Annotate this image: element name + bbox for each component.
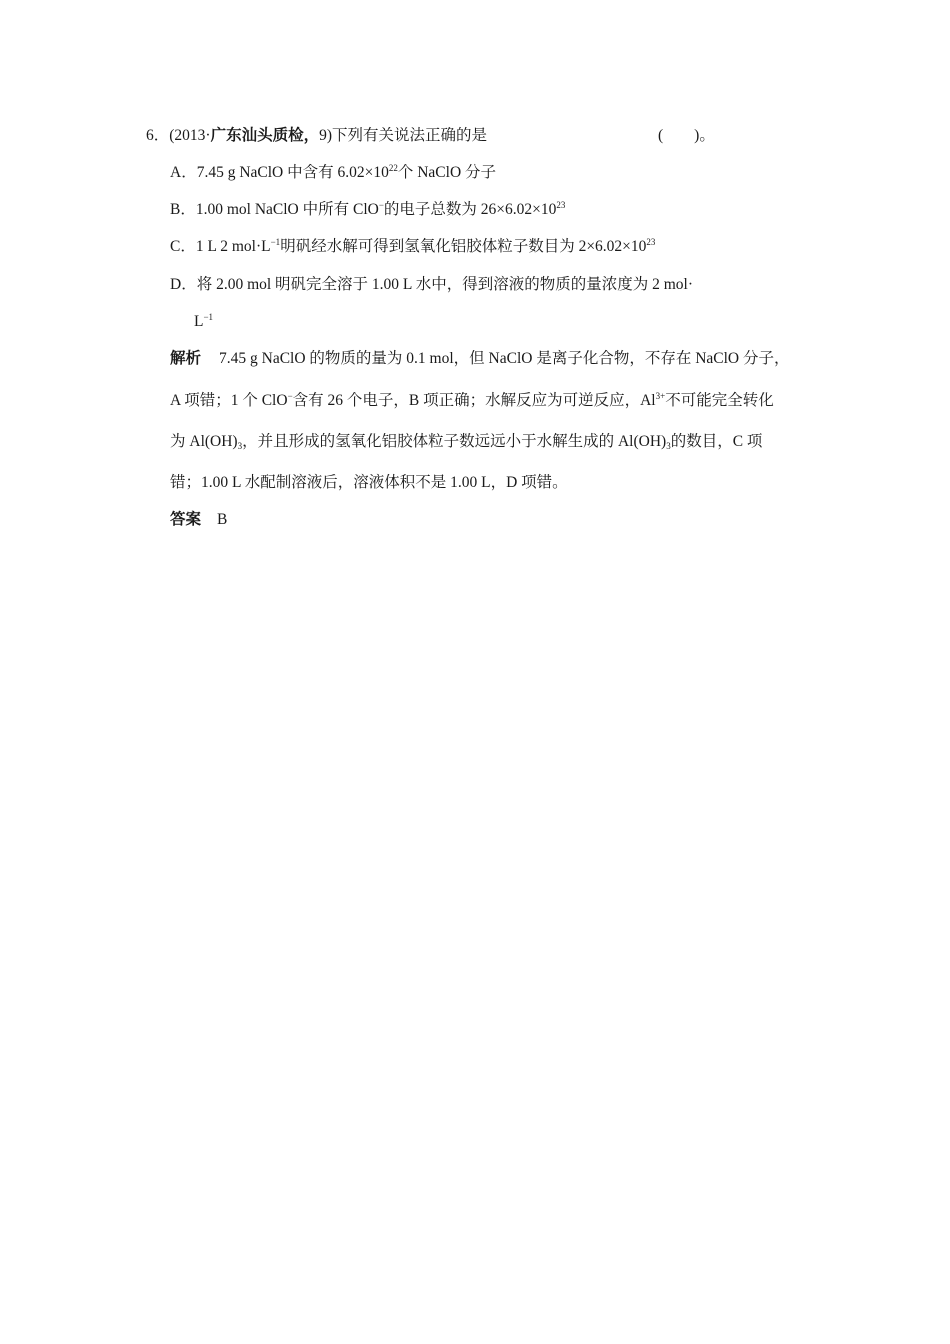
analysis-line-1: [170, 349, 790, 369]
option-b-middle: 的电子总数为 26×6.02×10: [383, 201, 557, 218]
option-d-line1: D．将 2.00 mol 明矾完全溶于 1.00 L 水中，得到溶液的物质的量浓度为 2 mol·: [170, 276, 693, 293]
analysis-text-3b: ，并且形成的氢氧化铝胶体粒子数远远小于水解生成的 Al(OH): [242, 433, 667, 450]
option-d-unit-exponent: −1: [203, 312, 214, 322]
analysis-label: 解析: [170, 350, 202, 367]
option-d-unit: L: [194, 313, 204, 330]
question-source-open: (2013·: [169, 127, 211, 144]
question-text: 下列有关说法正确的是: [332, 127, 488, 144]
answer-line: [170, 510, 227, 530]
question-stem: [146, 126, 487, 146]
option-c-middle: 明矾经水解可得到氢氧化铝胶体粒子数目为 2×6.02×10: [280, 238, 647, 255]
answer-value: B: [217, 511, 228, 528]
analysis-line-3: [170, 432, 762, 452]
option-a-prefix: A．7.45 g NaClO 中含有 6.02×10: [170, 164, 389, 181]
analysis-text-3a: 为 Al(OH): [170, 433, 238, 450]
analysis-charge-2: 3+: [655, 391, 666, 401]
option-c-exponent: 23: [646, 237, 656, 247]
analysis-text-2c: 不可能完全转化: [665, 392, 774, 409]
option-c-unit-exponent: −1: [270, 237, 281, 247]
option-c: [170, 237, 655, 257]
answer-label: 答案: [170, 511, 202, 528]
option-c-prefix: C．1 L 2 mol·L: [170, 238, 271, 255]
question-source-close: 9): [319, 127, 333, 144]
analysis-text-2a: A 项错；1 个 ClO: [170, 392, 288, 409]
analysis-line-2: [170, 391, 774, 411]
analysis-line-4: 错；1.00 L 水配制溶液后，溶液体积不是 1.00 L，D 项错。: [170, 474, 568, 491]
question-number: 6．: [146, 127, 170, 144]
option-a-suffix: 个 NaClO 分子: [397, 164, 497, 181]
analysis-text-3c: 的数目，C 项: [670, 433, 763, 450]
analysis-subscript-1: 3: [237, 441, 243, 451]
option-b-prefix: B．1.00 mol NaClO 中所有 ClO: [170, 201, 379, 218]
option-a: [170, 163, 496, 183]
analysis-charge-1: −: [287, 391, 293, 401]
option-b: [170, 200, 565, 220]
option-b-charge: −: [378, 200, 384, 210]
analysis-text-2b: 含有 26 个电子，B 项正确；水解反应为可逆反应，Al: [292, 392, 656, 409]
option-a-exponent: 22: [388, 163, 398, 173]
answer-bracket: ( )。: [658, 127, 715, 144]
analysis-subscript-2: 3: [666, 441, 671, 451]
question-source-bold: 广东汕头质检，: [210, 127, 320, 144]
option-d-line2: [194, 312, 213, 332]
option-b-exponent: 23: [556, 200, 566, 210]
analysis-text-1: 7.45 g NaClO 的物质的量为 0.1 mol，但 NaClO 是离子化合物，不存在 NaClO 分子，: [219, 350, 790, 367]
